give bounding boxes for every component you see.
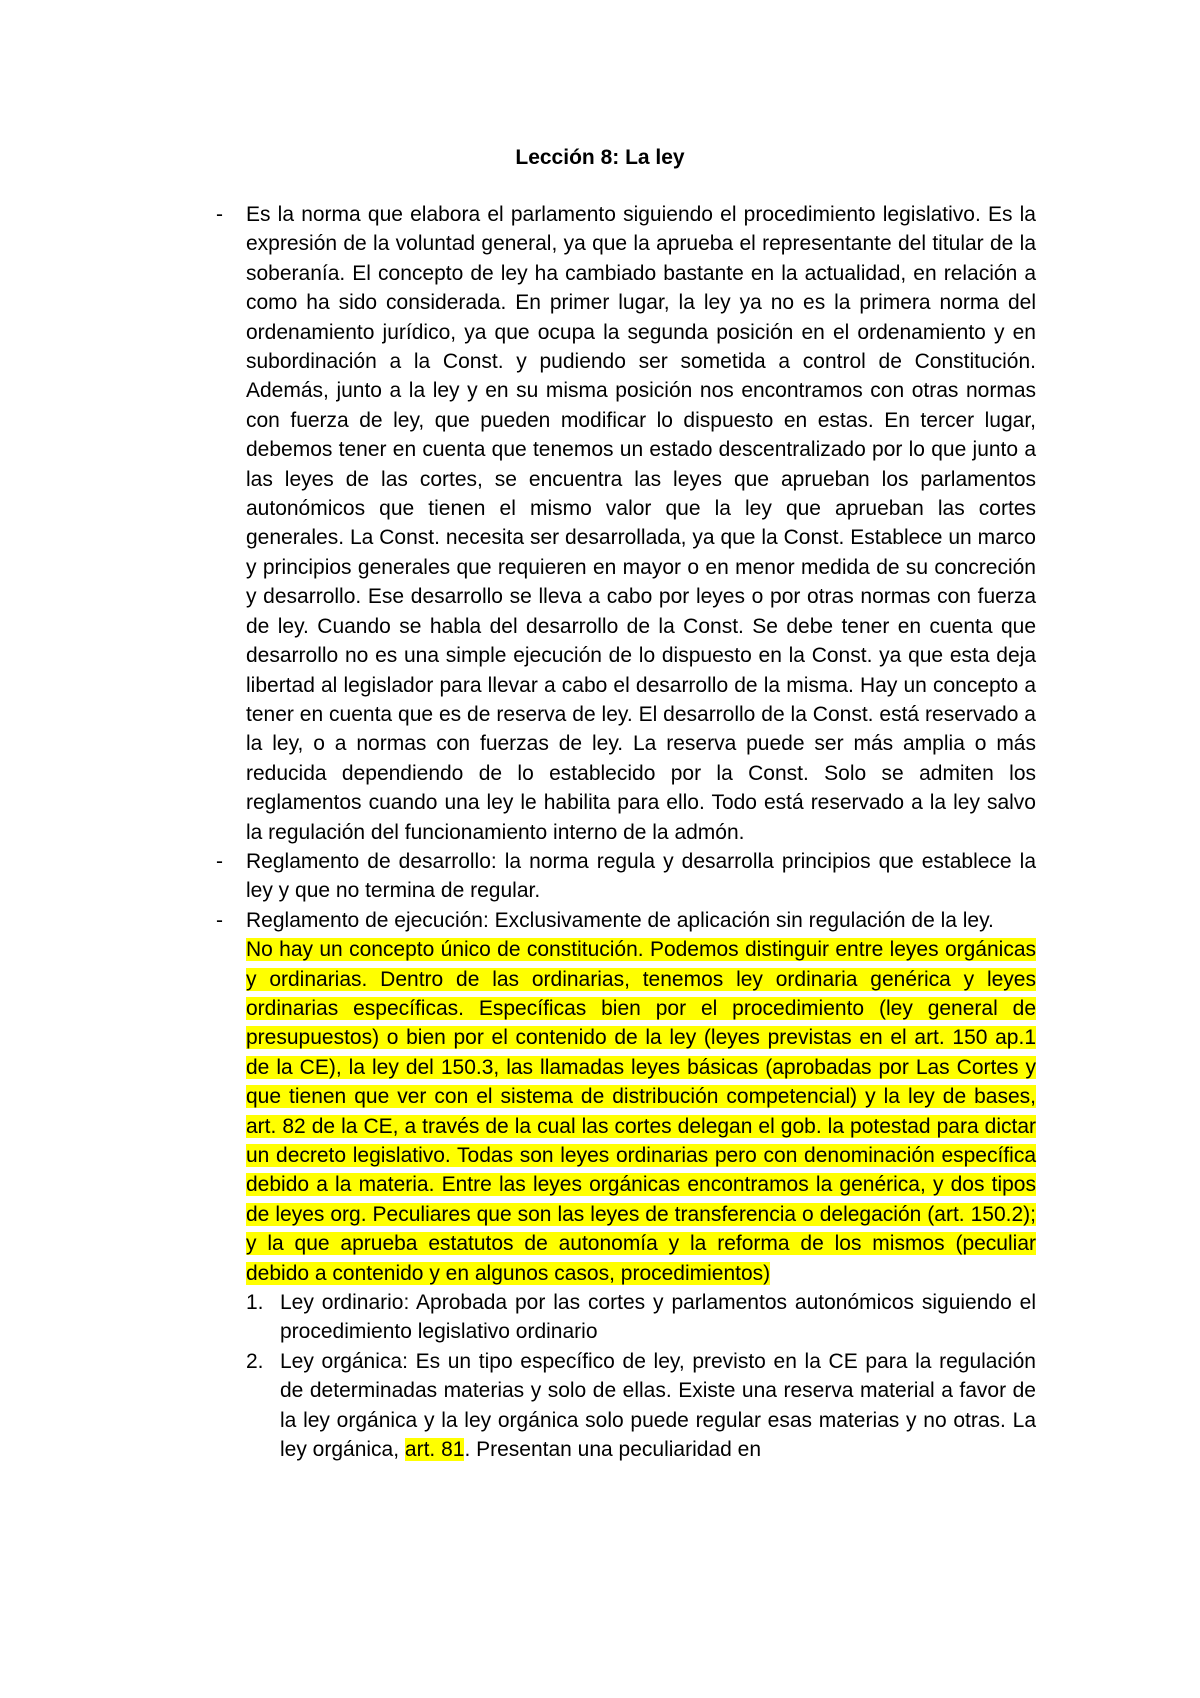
numbered-text-after: . Presentan una peculiaridad en <box>464 1438 761 1462</box>
highlighted-article-reference: art. 81 <box>404 1438 465 1462</box>
list-number: 1. <box>246 1291 264 1315</box>
bullet-text: Reglamento de desarrollo: la norma regula y desarrolla principios que establece la ley y que no termina de regular. <box>246 849 1036 903</box>
numbered-item-1 <box>216 1288 1036 1347</box>
document-body <box>216 200 1036 1464</box>
bullet-marker: - <box>216 908 223 932</box>
bullet-text: Es la norma que elabora el parlamento siguiendo el procedimiento legislativo. Es la expresión de la voluntad general, ya que la aprueba el representante del titular de la soberanía. El concepto de ley ha cambiado bastante en la actualidad, en relación a como ha sido considerada. En primer lugar, la ley ya no es la primera norma del ordenamiento jurídico, ya que ocupa la segunda posición en el ordenamiento y en subordinación a la Const. y pudiendo ser sometida a control de Constitución. Además, junto a la ley y en su misma posición nos encontramos con otras normas con fuerza de ley, que pueden modificar lo dispuesto en estas. En tercer lugar, debemos tener en cuenta que tenemos un estado descentralizado por lo que junto a las leyes de las cortes, se encuentra las leyes que aprueban los parlamentos autonómicos que tienen el mismo valor que la ley que aprueban las cortes generales. La Const. necesita ser desarrollada, ya que la Const. Establece un marco y principios generales que requieren en mayor o en menor medida de su concreción y desarrollo. Ese desarrollo se lleva a cabo por leyes o por otras normas con fuerza de ley. Cuando se habla del desarrollo de la Const. Se debe tener en cuenta que desarrollo no es una simple ejecución de lo dispuesto en la Const. ya que esta deja libertad al legislador para llevar a cabo el desarrollo de la misma. Hay un concepto a tener en cuenta que es de reserva de ley. El desarrollo de la Const. está reservado a la ley, o a normas con fuerzas de ley. La reserva puede ser más amplia o más reducida dependiendo de lo establecido por la Const. Solo se admiten los reglamentos cuando una ley le habilita para ello. Todo está reservado a la ley salvo la regulación del funcionamiento interno de la admón. <box>246 203 1036 844</box>
bullet-item-3 <box>216 906 1036 935</box>
highlighted-paragraph <box>216 935 1036 1288</box>
bullet-item-2 <box>216 847 1036 906</box>
list-number: 2. <box>246 1349 264 1373</box>
numbered-text: Ley ordinario: Aprobada por las cortes y parlamentos autonómicos siguiendo el procedimiento legislativo ordinario <box>280 1291 1036 1344</box>
bullet-text: Reglamento de ejecución: Exclusivamente de aplicación sin regulación de la ley. <box>246 908 994 932</box>
numbered-text-before: Ley orgánica: Es un tipo específico de ley, previsto en la CE para la regulación de determinadas materias y solo de ellas. Existe una reserva material a favor de la ley orgánica y la ley orgánica solo puede regular esas materias y no otras. La ley orgánica, <box>280 1349 1036 1462</box>
page-title: Lección 8: La ley <box>515 146 685 169</box>
bullet-marker: - <box>216 203 223 226</box>
highlighted-text: No hay un concepto único de constitución. Podemos distinguir entre leyes orgánicas y ordinarias. Dentro de las ordinarias, tenemos ley ordinaria genérica y leyes ordinarias específicas. Específicas bien por el procedimiento (ley general de presupuestos) o bien por el contenido de la ley (leyes previstas en el art. 150 ap.1 de la CE), la ley del 150.3, las llamadas leyes básicas (aprobadas por Las Cortes y que tienen que ver con el sistema de distribución competencial) y la ley de bases, art. 82 de la CE, a través de la cual las cortes delegan el gob. la potestad para dictar un decreto legislativo. Todas son leyes ordinarias pero con denominación específica debido a la materia. Entre las leyes orgánicas encontramos la genérica, y dos tipos de leyes org. Peculiares que son las leyes de transferencia o delegación (art. 150.2); y la que aprueba estatutos de autonomía y la reforma de los mismos (peculiar debido a contenido y en algunos casos, procedimientos) <box>246 938 1036 1285</box>
bullet-item-1 <box>216 200 1036 847</box>
bullet-marker: - <box>216 849 223 873</box>
numbered-item-2 <box>216 1347 1036 1465</box>
